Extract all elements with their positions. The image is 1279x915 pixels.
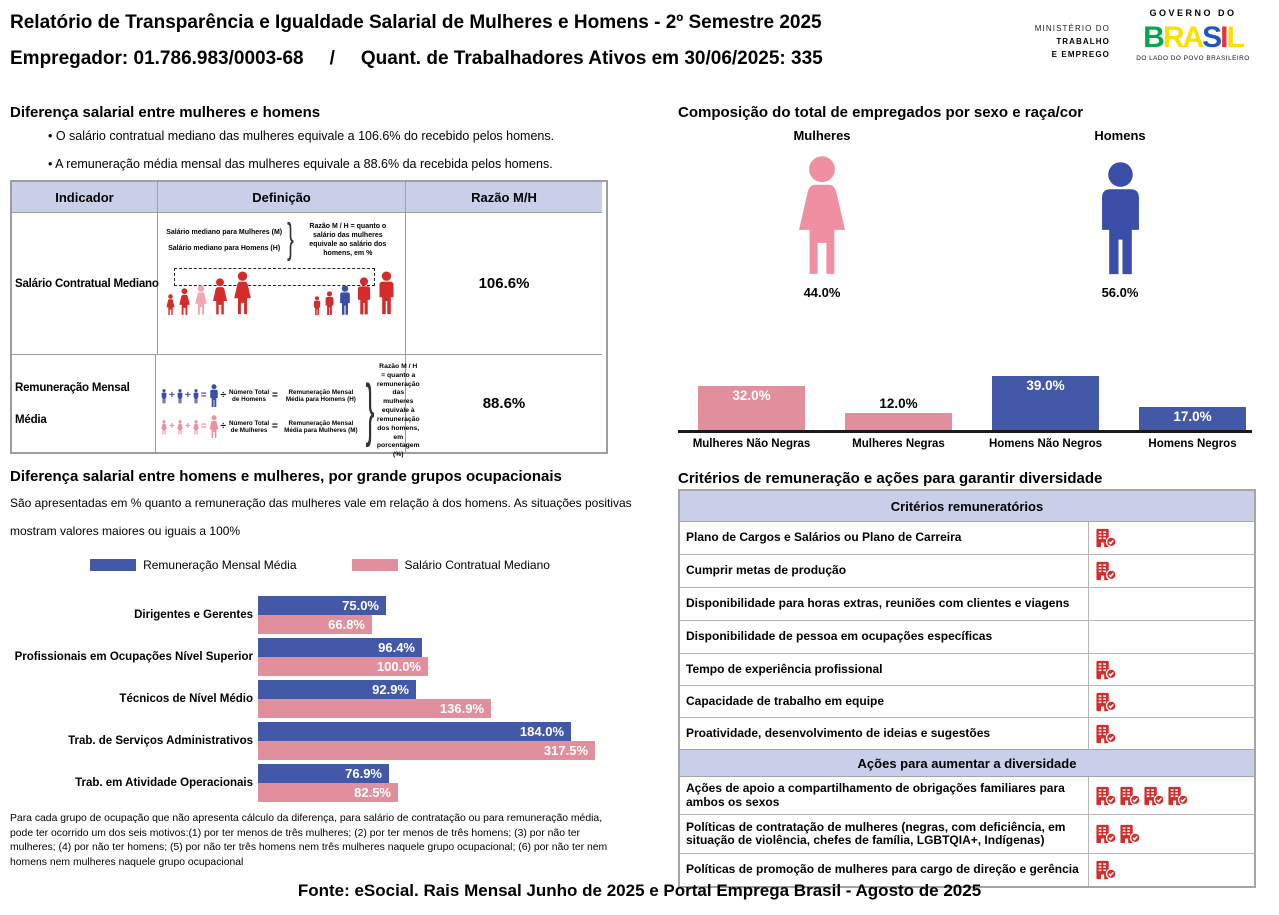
legend-label: Remuneração Mensal Média — [143, 558, 297, 572]
race-bar-slot — [992, 376, 1099, 430]
employer-line — [10, 48, 823, 70]
brasil-letter: L — [1226, 21, 1243, 54]
bar-salario-mediano — [258, 657, 428, 676]
ratio-value-mean: 88.6% — [482, 395, 526, 412]
divisor-label: Número Total de Homens — [228, 388, 270, 404]
subtitle-line-1: São apresentadas em % quanto a remuneração das mulheres vale em relação à dos homens. As situações positivas — [10, 496, 632, 510]
occupational-group-row — [10, 638, 622, 676]
building-check-icon — [1095, 724, 1117, 744]
female-person-icon — [210, 278, 230, 316]
chart-footnote: Para cada grupo de ocupação que não apresenta cálculo da diferença, para salário de contratação ou para remuneração média, pode ter ocorrido um dos seis motivos:(1) por ter menos de três mulheres; (2) por ter menos de três homens; (3) por não ter mulheres; (4) por não ter homens; (5) por não ter três homens nem três mulheres naquele grupo ocupacional; (6) por não ter nem homens nem mulheres naquele grupo ocupacional — [10, 813, 608, 868]
occupational-group-row — [10, 596, 622, 634]
race-bar-slot — [1139, 407, 1246, 430]
equals-operator: = — [200, 421, 207, 433]
female-person-icon — [790, 155, 854, 279]
bar-value-label: 32.0% — [732, 388, 771, 403]
section-title-criteria: Critérios de remuneração e ações para garantir diversidade — [678, 470, 1103, 487]
occupational-groups-bar-chart — [10, 596, 622, 806]
brasil-letter: S — [1202, 21, 1221, 54]
male-person-icon — [337, 285, 353, 316]
building-check-icon — [1095, 786, 1117, 806]
criteria-row — [680, 654, 1254, 686]
bar-value-label: 39.0% — [1026, 378, 1065, 393]
result-label: Remuneração Mensal Média para Mulheres (M) — [284, 419, 358, 435]
ratio-value-median: 106.6% — [406, 213, 602, 355]
bar-value-label: 75.0% — [342, 598, 379, 613]
criteria-icons — [1088, 777, 1250, 814]
criteria-icons — [1088, 815, 1250, 853]
formula-rows — [160, 384, 363, 439]
table-row-remuneracao-media — [12, 355, 606, 459]
people-pictogram-row — [158, 267, 405, 316]
criteria-label: Plano de Cargos e Salários ou Plano de Carreira — [686, 530, 962, 545]
employer-id: Empregador: 01.786.983/0003-68 — [10, 48, 304, 69]
race-bar-slot — [845, 396, 952, 430]
female-person-icon — [160, 420, 168, 435]
building-check-icon — [1095, 660, 1117, 680]
gov-logo-top-text: GOVERNO DO — [1149, 8, 1237, 18]
bar-value-label: 17.0% — [1173, 409, 1212, 424]
criteria-label: Tempo de experiência profissional — [686, 661, 883, 676]
male-person-icon — [375, 271, 398, 316]
bar-value-label: 136.9% — [439, 701, 484, 716]
diagram-ratio-note: Razão M / H = quanto o salário das mulheres equivale ao salário dos homens, em % — [309, 223, 387, 258]
result-label: Remuneração Mensal Média para Homens (H) — [285, 388, 356, 404]
building-check-icon — [1143, 786, 1165, 806]
bar-value-label: 76.9% — [345, 766, 382, 781]
building-check-icon — [1095, 561, 1117, 581]
bar-remuneracao-media — [258, 764, 389, 783]
criteria-row — [680, 777, 1254, 815]
bar-value-label: 100.0% — [376, 659, 421, 674]
separator: / — [329, 48, 335, 69]
bar-salario-mediano — [258, 783, 398, 802]
criteria-icons — [1088, 522, 1250, 554]
page-title: Relatório de Transparência e Igualdade Salarial de Mulheres e Homens - 2º Semestre 2025 — [10, 12, 822, 33]
male-person-icon — [312, 296, 322, 316]
category-label: Trab. de Serviços Administrativos — [68, 735, 253, 747]
section-title-occupational-groups: Diferença salarial entre homens e mulheres, por grande grupos ocupacionais — [10, 468, 562, 485]
definition-diagram-mean — [158, 355, 420, 459]
criteria-label: Proatividade, desenvolvimento de ideias e sugestões — [686, 725, 991, 740]
gender-label: Mulheres — [793, 128, 851, 143]
bar-value-label: 317.5% — [543, 743, 588, 758]
bar-salario-mediano — [258, 741, 595, 760]
active-workers: Quant. de Trabalhadores Ativos em 30/06/2025: 335 — [360, 48, 823, 69]
race-composition-bar-chart — [678, 356, 1252, 452]
occupational-group-row — [10, 680, 622, 718]
race-bar — [1139, 407, 1246, 430]
diagram-label-women: Salário mediano para Mulheres (M) — [166, 228, 283, 236]
race-bar — [698, 386, 805, 430]
ministry-logo — [1008, 22, 1110, 61]
action-rows — [680, 777, 1254, 886]
subtitle-line-2: mostram valores maiores ou iguais a 100% — [10, 524, 241, 538]
female-person-icon — [176, 420, 184, 435]
building-check-icon — [1119, 824, 1141, 844]
criteria-row — [680, 555, 1254, 588]
women-figures-group — [165, 271, 254, 316]
building-check-icon — [1119, 786, 1141, 806]
criteria-table — [678, 489, 1256, 888]
bar-pair — [258, 638, 428, 676]
criteria-label: Disponibilidade de pessoa em ocupações específicas — [686, 629, 993, 644]
chart-legend — [0, 558, 640, 572]
plus-operator: + — [184, 421, 191, 433]
bar-pair — [258, 722, 595, 760]
bar-value-label: 96.4% — [378, 640, 415, 655]
bar-value-label: 12.0% — [879, 396, 918, 411]
criteria-icons — [1088, 686, 1250, 717]
legend-item — [352, 558, 550, 572]
formula-row — [160, 384, 363, 408]
bar-value-label: 66.8% — [328, 617, 365, 632]
bar-value-label: 184.0% — [519, 724, 564, 739]
criteria-label: Disponibilidade para horas extras, reuniões com clientes e viagens — [686, 596, 1070, 611]
divide-operator: ÷ — [220, 390, 227, 402]
building-check-icon — [1095, 692, 1117, 712]
brace-glyph: } — [365, 372, 375, 449]
divisor-label: Número Total de Mulheres — [228, 419, 270, 435]
building-check-icon — [1167, 786, 1189, 806]
male-person-icon — [1090, 161, 1151, 279]
gov-logo-tagline: DO LADO DO POVO BRASILEIRO — [1136, 55, 1250, 62]
gender-figure — [1045, 151, 1195, 279]
criteria-icons — [1088, 555, 1250, 587]
indicator-name: Salário Contratual Mediano — [12, 213, 158, 355]
race-bar — [992, 376, 1099, 430]
female-person-icon — [165, 294, 176, 316]
criteria-icons — [1088, 718, 1250, 749]
building-check-icon — [1095, 860, 1117, 880]
table-row-salario-mediano — [12, 213, 606, 355]
male-person-icon — [160, 389, 168, 404]
plus-operator: + — [169, 390, 175, 402]
criteria-icons — [1088, 588, 1250, 620]
bar-pair — [258, 596, 386, 634]
race-category-label: Homens Negros — [1148, 438, 1237, 450]
female-person-icon — [193, 285, 209, 316]
gender-percentage: 44.0% — [803, 285, 841, 300]
building-check-icon — [1095, 528, 1117, 548]
female-person-icon — [231, 271, 254, 316]
criteria-label: Políticas de contratação de mulheres (negras, com deficiência, em situação de violência, chefes de família, LGBTQIA+, Indígenas) — [686, 819, 1066, 847]
criteria-label: Capacidade de trabalho em equipe — [686, 693, 885, 708]
col-header-indicador: Indicador — [12, 182, 158, 213]
bar-value-label: 82.5% — [354, 785, 391, 800]
diagram-label-men: Salário mediano para Homens (H) — [168, 244, 281, 252]
male-person-icon — [192, 389, 200, 404]
bar-pair — [258, 764, 398, 802]
occupational-group-row — [10, 764, 622, 802]
legend-item — [90, 558, 296, 572]
criteria-row — [680, 621, 1254, 654]
brasil-wordmark — [1128, 19, 1258, 53]
criteria-icons — [1088, 654, 1250, 685]
bar-value-label: 92.9% — [372, 682, 409, 697]
criteria-icons — [1088, 621, 1250, 653]
bar-remuneracao-media — [258, 722, 571, 741]
gender-figure — [747, 151, 897, 279]
diagram-ratio-note: Razão M / H = quanto a remuneração das mulheres equivale à remuneração dos homens, em porcentagem (%) — [376, 363, 420, 459]
bar-remuneracao-media — [258, 638, 422, 657]
bar-remuneracao-media — [258, 596, 386, 615]
definition-diagram-median — [158, 213, 406, 355]
gender-pictograph — [678, 128, 1252, 348]
criteria-group1-header: Critérios remuneratórios — [680, 491, 1254, 522]
legend-label: Salário Contratual Mediano — [404, 558, 550, 572]
criteria-label: Ações de apoio a compartilhamento de obrigações familiares para ambos os sexos — [686, 781, 1065, 809]
race-category-label: Mulheres Negras — [852, 438, 945, 450]
male-person-icon — [208, 384, 220, 408]
criteria-row — [680, 588, 1254, 621]
race-category-label: Mulheres Não Negras — [692, 438, 811, 450]
col-header-razao: Razão M/H — [406, 182, 602, 213]
criteria-label: Políticas de promoção de mulheres para cargo de direção e gerência — [686, 862, 1079, 877]
bar-salario-mediano — [258, 615, 372, 634]
criteria-row — [680, 686, 1254, 718]
gender-column-mulheres — [747, 128, 897, 300]
ministry-line-1: MINISTÉRIO DO — [1034, 24, 1110, 33]
gender-column-homens — [1045, 128, 1195, 300]
criteria-row — [680, 815, 1254, 854]
formula-row — [160, 415, 363, 439]
men-figures-group — [312, 271, 398, 316]
bar-pair — [258, 680, 491, 718]
section-title-salary-gap: Diferença salarial entre mulheres e homens — [10, 104, 321, 121]
category-label: Trab. em Atividade Operacionais — [75, 777, 253, 789]
indicator-table-header — [12, 182, 606, 213]
gender-label: Homens — [1094, 128, 1146, 143]
brasil-letter: A — [1182, 21, 1203, 54]
ministry-line-2: TRABALHO — [1056, 37, 1110, 46]
legend-swatch — [90, 559, 136, 571]
category-label: Profissionais em Ocupações Nível Superior — [14, 651, 253, 663]
bar-salario-mediano — [258, 699, 491, 718]
criteria-row — [680, 718, 1254, 749]
race-bar-slot — [698, 386, 805, 430]
ministry-line-3: E EMPREGO — [1051, 50, 1110, 59]
bullet-median-salary: • O salário contratual mediano das mulheres equivale a 106.6% do recebido pelos homens. — [48, 129, 555, 143]
category-label: Dirigentes e Gerentes — [134, 609, 253, 621]
criteria-row — [680, 522, 1254, 555]
female-person-icon — [177, 288, 192, 316]
bar-remuneracao-media — [258, 680, 416, 699]
race-category-label: Homens Não Negros — [988, 438, 1103, 450]
building-check-icon — [1095, 824, 1117, 844]
criteria-group2-header: Ações para aumentar a diversidade — [680, 749, 1254, 777]
race-bar — [845, 413, 952, 430]
plus-operator: + — [169, 421, 175, 433]
male-person-icon — [354, 277, 374, 316]
governo-do-brasil-logo — [1128, 8, 1258, 62]
male-person-icon — [176, 389, 184, 404]
criteria-rows — [680, 522, 1254, 749]
indicator-table — [10, 180, 608, 459]
brasil-letter: I — [1220, 21, 1227, 54]
gender-percentage: 56.0% — [1101, 285, 1139, 300]
occupational-group-row — [10, 722, 622, 760]
brasil-letter: R — [1162, 21, 1183, 54]
category-label: Técnicos de Nível Médio — [119, 693, 253, 705]
bullet-mean-salary: • A remuneração média mensal das mulheres equivale a 88.6% da recebida pelos homens. — [48, 157, 553, 171]
female-person-icon — [192, 420, 200, 435]
equals-operator: = — [272, 421, 278, 433]
plus-operator: + — [184, 390, 191, 402]
brace-glyph: } — [287, 217, 294, 264]
brasil-letter: B — [1143, 21, 1163, 54]
col-header-definicao: Definição — [158, 182, 406, 213]
male-person-icon — [323, 291, 336, 316]
indicator-name: Remuneração Mensal Média — [12, 355, 156, 452]
divide-operator: ÷ — [220, 421, 227, 433]
legend-swatch — [352, 559, 398, 571]
source-line: Fonte: eSocial. Rais Mensal Junho de 2025 e Portal Emprega Brasil - Agosto de 2025 — [297, 881, 982, 900]
equals-operator: = — [200, 390, 207, 402]
x-axis-line — [678, 430, 1252, 433]
female-person-icon — [208, 415, 220, 439]
section-title-composition: Composição do total de empregados por sexo e raça/cor — [678, 104, 1084, 121]
equals-operator: = — [272, 390, 278, 402]
criteria-label: Cumprir metas de produção — [686, 563, 847, 578]
